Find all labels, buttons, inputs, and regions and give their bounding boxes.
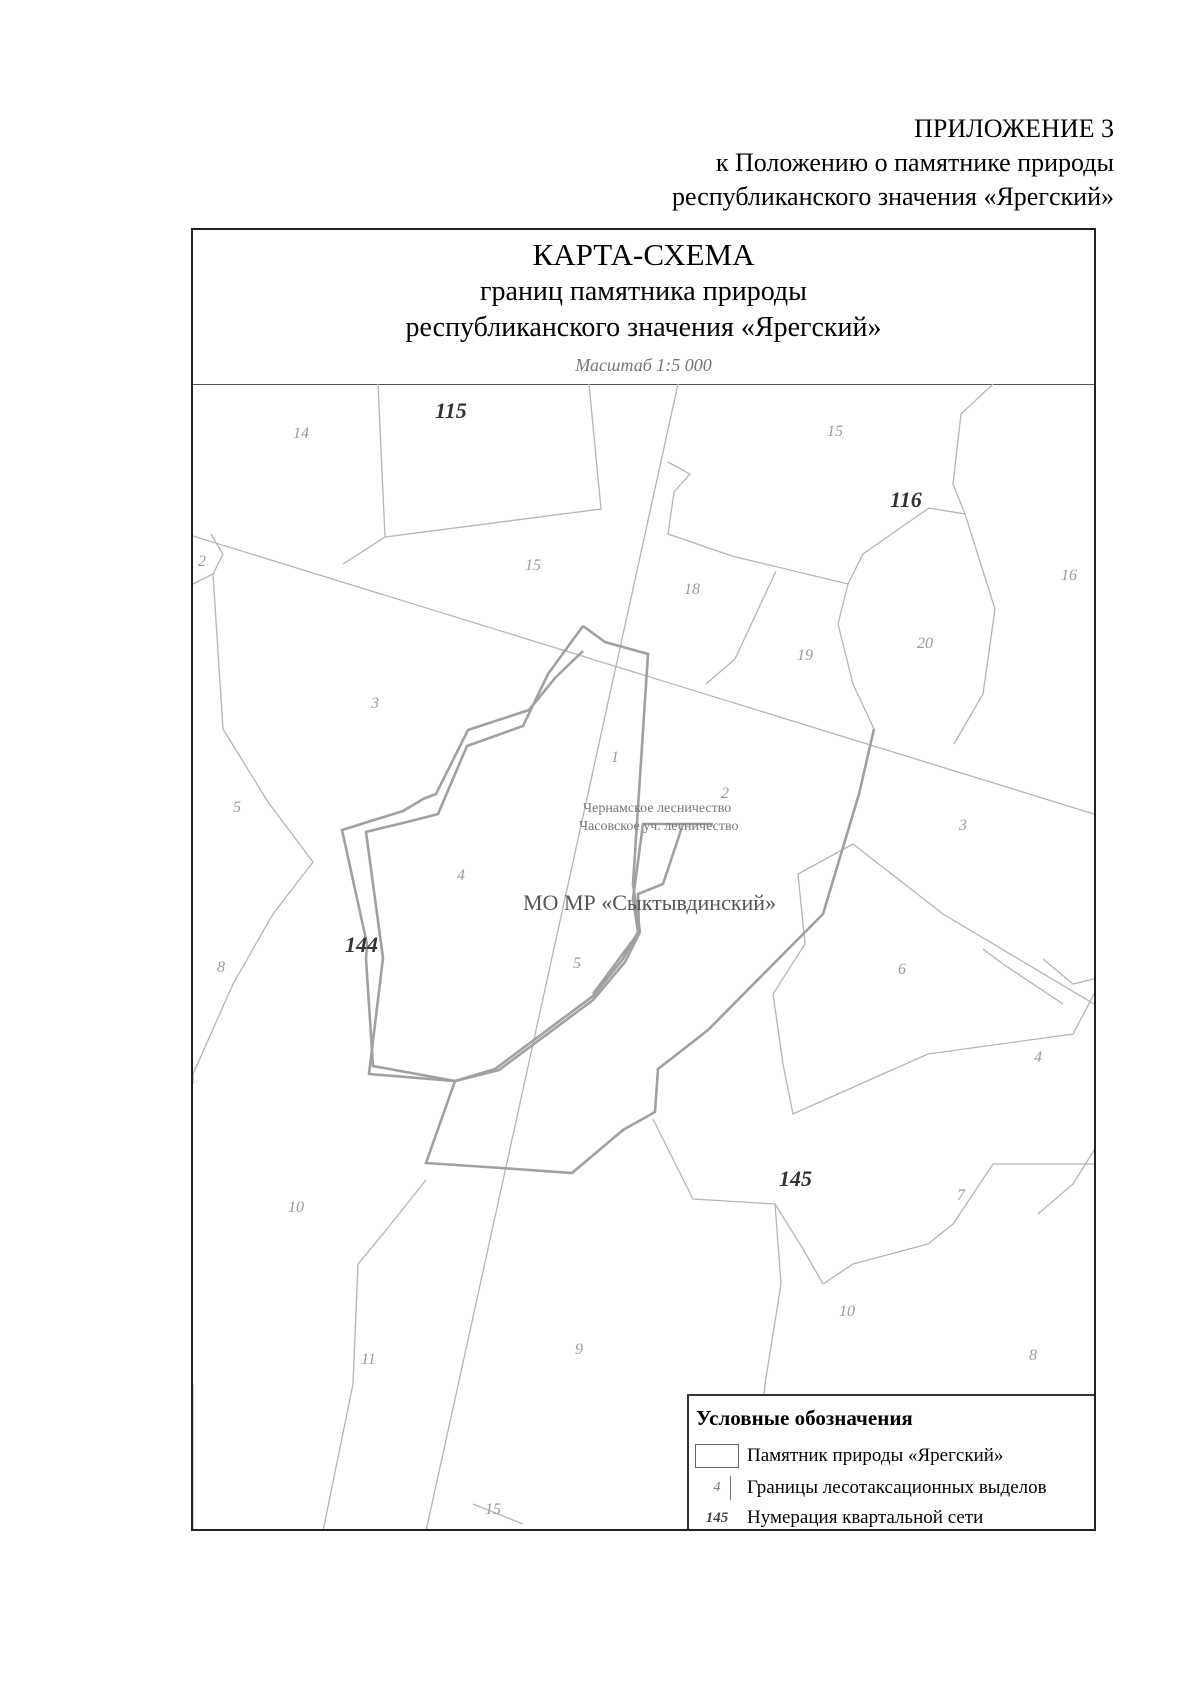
plot-label: 15: [827, 423, 843, 440]
legend-item-quarters: [695, 1504, 1095, 1531]
forestry-labels: [579, 801, 738, 834]
plot-label: 2: [198, 553, 206, 570]
quarter-label: 145: [779, 1166, 812, 1191]
plot-label: 14: [293, 425, 309, 442]
plot-boundary: [823, 1244, 928, 1284]
legend-monument-symbol: [695, 1444, 739, 1468]
map-canvas: [193, 384, 1094, 1531]
plot-boundary: [928, 1164, 1094, 1244]
appendix-line-2: к Положению о памятнике природы: [715, 148, 1114, 177]
map-title: КАРТА-СХЕМА: [532, 237, 755, 272]
plot-label: 6: [898, 961, 906, 978]
appendix-line-3: республиканского значения «Ярегский»: [672, 182, 1114, 211]
plot-label: 8: [1029, 1347, 1037, 1364]
municipality-label: МО МР «Сыктывдинский»: [523, 890, 777, 915]
legend-plot-symbol-line: [730, 1476, 731, 1500]
road-line: [426, 384, 678, 1531]
plot-label: 2: [721, 785, 729, 802]
legend-item-plots: [695, 1474, 1095, 1504]
appendix-line-1: ПРИЛОЖЕНИЕ 3: [914, 114, 1114, 143]
monument-boundary-east: [426, 729, 874, 1173]
map-subtitle-2: республиканского значения «Ярегский»: [405, 312, 882, 343]
legend-item-monument: [695, 1442, 1095, 1472]
monument-boundary-outline: [366, 626, 648, 1081]
plot-label: 16: [1061, 567, 1077, 584]
plot-label: 8: [217, 959, 225, 976]
plot-boundary: [954, 514, 995, 744]
plot-label: 10: [288, 1199, 304, 1216]
plot-boundary: [378, 384, 601, 537]
plot-label: 5: [573, 955, 581, 972]
map-scale: Масштаб 1:5 000: [575, 355, 712, 375]
plot-boundary: [653, 1119, 823, 1284]
quarter-label: 115: [435, 398, 467, 423]
legend-item-1-label: Памятник природы «Ярегский»: [747, 1445, 1004, 1466]
plot-boundary: [848, 384, 993, 584]
legend: [687, 1394, 1096, 1531]
plot-boundary: [343, 537, 385, 564]
plot-boundary: [983, 949, 1063, 1004]
plot-boundary: [1038, 1144, 1094, 1214]
legend-plot-symbol-number: 4: [713, 1480, 721, 1495]
plot-boundary: [706, 571, 776, 684]
plot-label: 3: [371, 695, 379, 712]
plot-label: 9: [575, 1341, 583, 1358]
quarter-label: 116: [890, 487, 922, 512]
plot-label: 15: [525, 557, 541, 574]
legend-item-2-label: Границы лесотаксационных выделов: [747, 1477, 1047, 1498]
legend-quarter-symbol: 145: [705, 1510, 729, 1526]
plot-label: 4: [457, 867, 465, 884]
legend-item-3-label: Нумерация квартальной сети: [747, 1507, 984, 1528]
map-frame: [191, 228, 1096, 1531]
plot-label: 3: [959, 817, 967, 834]
plot-boundaries: [193, 384, 1094, 1531]
forestry-label-1: Чернамское лесничество: [583, 801, 732, 816]
plot-boundary: [838, 584, 874, 729]
plot-label: 19: [797, 647, 813, 664]
appendix-header: [672, 112, 1114, 214]
quarter-line-horizontal: [193, 536, 1094, 814]
plot-boundary: [1043, 959, 1094, 984]
quarter-label: 144: [345, 932, 378, 957]
map-subtitle-1: границ памятника природы: [480, 276, 807, 307]
plot-label: 11: [361, 1351, 376, 1368]
plot-label: 4: [1034, 1049, 1042, 1066]
legend-title: Условные обозначения: [696, 1406, 913, 1430]
plot-boundary: [853, 844, 1094, 1004]
plot-boundary: [213, 574, 313, 862]
plot-label: 20: [917, 635, 933, 652]
plot-label: 5: [233, 799, 241, 816]
plot-label: 15: [485, 1501, 501, 1518]
plot-labels: [198, 423, 1077, 1518]
plot-label: 10: [839, 1303, 855, 1320]
plot-boundary: [193, 862, 313, 1074]
plot-label: 7: [957, 1187, 965, 1204]
map-title-box: [193, 230, 1094, 385]
plot-label: 18: [684, 581, 700, 598]
plot-boundary: [773, 844, 1094, 1114]
forestry-label-2: Часовское уч. лесничество: [579, 819, 739, 834]
legend-plot-symbol: [695, 1476, 739, 1500]
plot-label: 1: [611, 749, 619, 766]
plot-boundary: [668, 462, 848, 584]
